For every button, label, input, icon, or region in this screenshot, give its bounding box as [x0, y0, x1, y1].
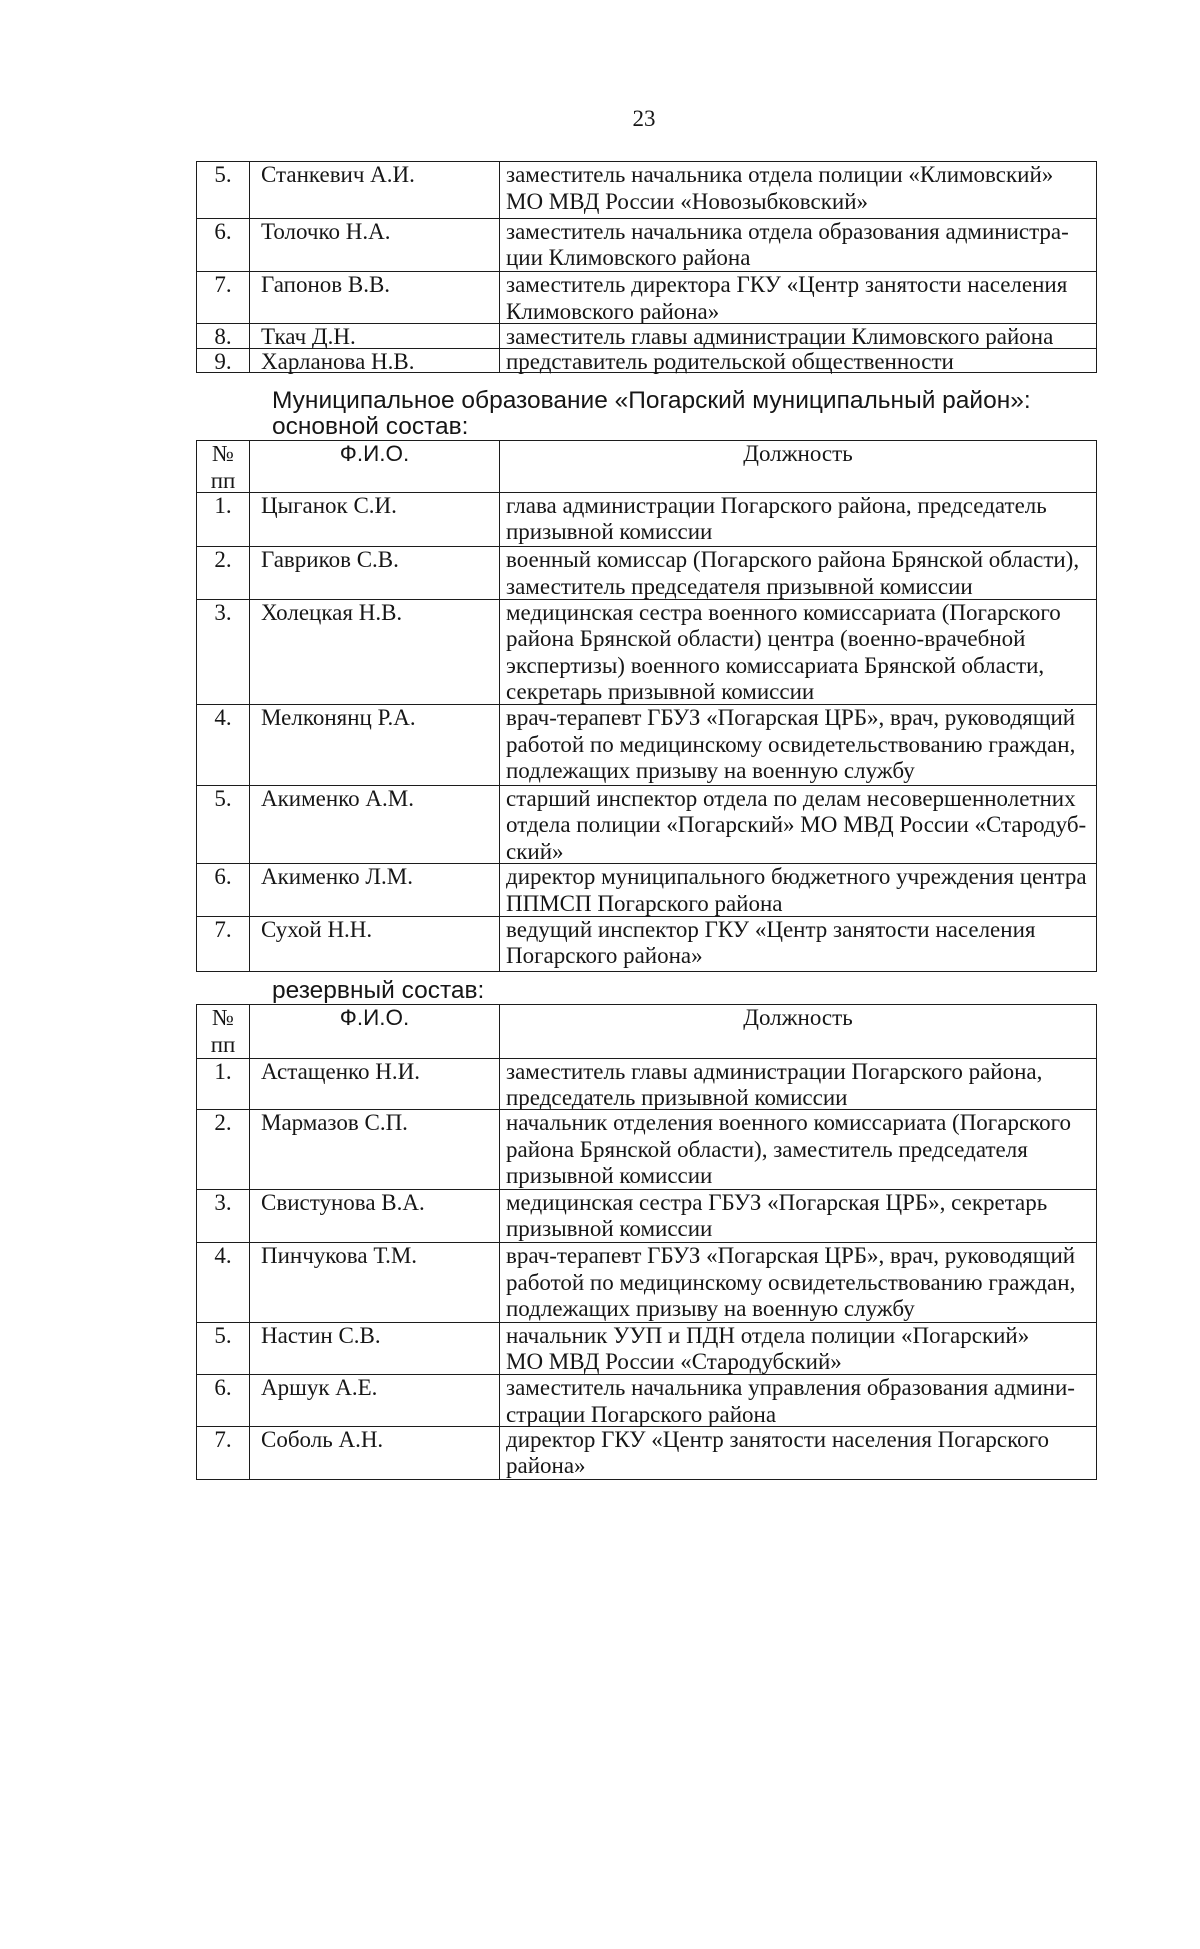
position-text: [500, 1243, 1096, 1322]
position-line: подлежащих призыву на военную службу: [506, 758, 915, 783]
position-line: секретарь призывной комиссии: [506, 679, 815, 704]
position-text: [500, 600, 1096, 705]
person-name: Свистунова В.А.: [261, 1189, 425, 1215]
person-name-cell: [250, 349, 500, 373]
person-name: Гавриков С.В.: [261, 547, 399, 572]
person-name-cell: [250, 323, 500, 349]
position-cell: [500, 547, 1097, 600]
table-row: [197, 1375, 1097, 1427]
position-cell: [500, 599, 1097, 705]
position-line: заместитель главы администрации Погарского района,: [506, 1058, 1043, 1084]
position-line: работой по медицинскому освидетельствованию граждан,: [506, 1269, 1076, 1295]
position-text: [500, 1110, 1096, 1189]
position-cell: [500, 1322, 1097, 1375]
header-number-label: [197, 441, 249, 492]
person-name-cell: [250, 1375, 500, 1427]
person-name-cell: [250, 1110, 500, 1190]
position-line: представитель родительской общественности: [506, 349, 954, 374]
table-row: [197, 492, 1097, 547]
header-name-label: Ф.И.О.: [339, 1005, 410, 1030]
person-name: Харланова Н.В.: [261, 349, 415, 374]
position-line: страции Погарского района: [506, 1401, 777, 1427]
table-row: [197, 547, 1097, 600]
position-line: заместитель начальника отдела полиции «Климовский»: [506, 162, 1054, 187]
row-number-cell: [197, 1189, 250, 1243]
position-cell: [500, 916, 1097, 972]
person-name-cell: [250, 272, 500, 324]
table-row: [197, 785, 1097, 864]
position-line: Погарского района»: [506, 943, 703, 968]
row-number-cell: [197, 1322, 250, 1375]
person-name-cell: [250, 599, 500, 705]
position-text: [500, 219, 1096, 272]
row-number-cell: [197, 323, 250, 349]
position-line: заместитель председателя призывной комиссии: [506, 573, 973, 599]
position-line: медицинская сестра ГБУЗ «Погарская ЦРБ», секретарь: [506, 1189, 1048, 1215]
table-row: [197, 349, 1097, 373]
row-number-cell: [197, 785, 250, 864]
position-line: района Брянской области), заместитель председателя: [506, 1136, 1028, 1162]
position-line: заместитель начальника отдела образования администра-: [506, 218, 1069, 244]
row-number-cell: [197, 1058, 250, 1110]
position-cell: [500, 272, 1097, 324]
header-number-line: пп: [210, 467, 236, 493]
row-number-cell: [197, 705, 250, 786]
person-name: Гапонов В.В.: [261, 272, 391, 297]
person-name-cell: [250, 1189, 500, 1243]
column-header-position: [500, 1005, 1097, 1059]
column-header-position: [500, 441, 1097, 493]
row-number: 1.: [214, 1058, 232, 1084]
position-line: заместитель начальника управления образования админи-: [506, 1375, 1075, 1400]
position-line: района»: [506, 1453, 586, 1478]
position-line: экспертизы) военного комиссариата Брянской области,: [506, 652, 1045, 678]
row-number: 3.: [214, 1189, 232, 1215]
header-position-label: Должность: [743, 1005, 853, 1030]
row-number-cell: [197, 492, 250, 547]
person-name-cell: [250, 785, 500, 864]
person-name: Соболь А.Н.: [261, 1426, 384, 1452]
position-line: ции Климовского района: [506, 245, 751, 270]
position-line: отдела полиции «Погарский» МО МВД России «Стародуб-: [506, 812, 1087, 837]
page-number: 23: [632, 106, 656, 131]
row-number: 4.: [214, 705, 232, 730]
header-number-line: пп: [210, 1031, 236, 1057]
main-composition-label: основной состав:: [272, 413, 469, 440]
person-name-cell: [250, 218, 500, 272]
position-line: призывной комиссии: [506, 519, 713, 544]
row-number-cell: [197, 162, 250, 219]
person-name-cell: [250, 162, 500, 219]
position-line: призывной комиссии: [506, 1163, 713, 1188]
position-line: района Брянской области) центра (военно-врачебной: [506, 626, 1026, 651]
row-number-cell: [197, 349, 250, 373]
header-position-label: Должность: [743, 441, 853, 466]
reserve-composition-table: [196, 1004, 1097, 1480]
row-number: 9.: [214, 349, 232, 374]
row-number: 6.: [214, 1375, 232, 1400]
row-number-cell: [197, 1243, 250, 1323]
row-number-cell: [197, 1110, 250, 1190]
position-line: МО МВД России «Новозыбковский»: [506, 188, 869, 214]
table-header-row: [197, 1005, 1097, 1059]
position-cell: [500, 864, 1097, 917]
person-name: Астащенко Н.И.: [261, 1058, 420, 1084]
position-text: [500, 864, 1096, 916]
person-name-cell: [250, 1426, 500, 1480]
column-header-number: [197, 1005, 250, 1059]
reserve-composition-label: резервный состав:: [272, 977, 485, 1004]
table-row: [197, 705, 1097, 786]
position-line: Климовского района»: [506, 298, 720, 324]
person-name: Станкевич А.И.: [261, 162, 415, 187]
table-row: [197, 916, 1097, 972]
person-name: Акименко А.М.: [261, 785, 414, 811]
position-line: заместитель директора ГКУ «Центр занятости населения: [506, 272, 1068, 297]
header-number-line: №: [212, 441, 234, 466]
position-cell: [500, 1426, 1097, 1480]
position-text: [500, 1190, 1096, 1243]
row-number-cell: [197, 916, 250, 972]
position-text: [500, 493, 1096, 547]
position-text: [500, 1427, 1096, 1480]
table-row: [197, 323, 1097, 349]
person-name: Пинчукова Т.М.: [261, 1243, 418, 1268]
person-name-cell: [250, 864, 500, 917]
position-line: председатель призывной комиссии: [506, 1085, 848, 1110]
row-number-cell: [197, 547, 250, 600]
person-name: Сухой Н.Н.: [261, 916, 373, 942]
table-row: [197, 1058, 1097, 1110]
position-cell: [500, 162, 1097, 219]
position-line: призывной комиссии: [506, 1216, 713, 1241]
person-name: Ткач Д.Н.: [261, 323, 356, 349]
municipality-heading: [272, 388, 1031, 440]
column-header-name: [250, 441, 500, 493]
position-line: военный комиссар (Погарского района Брянской области),: [506, 547, 1080, 572]
person-name-cell: [250, 705, 500, 786]
position-text: [500, 349, 1096, 372]
position-line: медицинская сестра военного комиссариата (Погарского: [506, 599, 1061, 625]
table-row: [197, 1243, 1097, 1323]
position-text: [500, 547, 1096, 599]
person-name-cell: [250, 1243, 500, 1323]
position-text: [500, 162, 1096, 218]
row-number: 3.: [214, 599, 232, 625]
position-line: МО МВД России «Стародубский»: [506, 1349, 842, 1374]
table-row: [197, 162, 1097, 219]
column-header-name: [250, 1005, 500, 1059]
row-number-cell: [197, 599, 250, 705]
position-text: [500, 786, 1096, 864]
person-name-cell: [250, 1322, 500, 1375]
person-name: Холецкая Н.В.: [261, 599, 403, 625]
person-name-cell: [250, 1058, 500, 1110]
position-line: старший инспектор отдела по делам несовершеннолетних: [506, 785, 1076, 811]
position-text: [500, 272, 1096, 323]
position-text: [500, 917, 1096, 972]
person-name: Настин С.В.: [261, 1322, 381, 1348]
row-number-cell: [197, 1426, 250, 1480]
position-line: ППМСП Погарского района: [506, 890, 783, 916]
position-line: начальник отделения военного комиссариата (Погарского: [506, 1110, 1072, 1135]
position-line: начальник УУП и ПДН отдела полиции «Погарский»: [506, 1322, 1030, 1348]
position-cell: [500, 218, 1097, 272]
row-number: 5.: [214, 785, 232, 811]
person-name-cell: [250, 492, 500, 547]
position-text: [500, 1059, 1096, 1110]
row-number: 7.: [214, 272, 232, 297]
position-cell: [500, 705, 1097, 786]
position-text: [500, 1323, 1096, 1375]
header-name-label: Ф.И.О.: [339, 441, 410, 466]
table-row: [197, 1426, 1097, 1480]
row-number: 7.: [214, 1426, 232, 1452]
person-name: Аршук А.Е.: [261, 1375, 378, 1400]
position-line: подлежащих призыву на военную службу: [506, 1296, 915, 1321]
row-number-cell: [197, 1375, 250, 1427]
header-number-line: №: [212, 1005, 234, 1030]
table-row: [197, 272, 1097, 324]
table-row: [197, 599, 1097, 705]
column-header-number: [197, 441, 250, 493]
row-number: 4.: [214, 1243, 232, 1268]
position-line: врач-терапевт ГБУЗ «Погарская ЦРБ», врач, руководящий: [506, 1243, 1076, 1268]
position-line: работой по медицинскому освидетельствованию граждан,: [506, 731, 1076, 757]
table-row: [197, 1110, 1097, 1190]
row-number: 1.: [214, 492, 232, 518]
position-cell: [500, 1110, 1097, 1190]
row-number: 6.: [214, 218, 232, 244]
row-number-cell: [197, 218, 250, 272]
table-row: [197, 1322, 1097, 1375]
row-number: 8.: [214, 323, 232, 349]
person-name: Мармазов С.П.: [261, 1110, 408, 1135]
table-row: [197, 1189, 1097, 1243]
person-name: Мелконянц Р.А.: [261, 705, 416, 730]
person-name-cell: [250, 916, 500, 972]
row-number: 5.: [214, 162, 232, 187]
position-line: глава администрации Погарского района, председатель: [506, 492, 1047, 518]
position-line: ский»: [506, 838, 564, 864]
position-text: [500, 705, 1096, 785]
position-cell: [500, 323, 1097, 349]
position-line: ведущий инспектор ГКУ «Центр занятости населения: [506, 916, 1036, 942]
person-name: Цыганок С.И.: [261, 492, 397, 518]
position-line: директор муниципального бюджетного учреждения центра: [506, 864, 1087, 889]
position-line: заместитель главы администрации Климовского района: [506, 323, 1054, 349]
municipality-title: Муниципальное образование «Погарский муниципальный район»:: [272, 387, 1031, 414]
position-cell: [500, 785, 1097, 864]
person-name: Акименко Л.М.: [261, 864, 413, 889]
row-number-cell: [197, 272, 250, 324]
table-header-row: [197, 441, 1097, 493]
position-cell: [500, 1243, 1097, 1323]
position-text: [500, 324, 1096, 349]
row-number-cell: [197, 864, 250, 917]
row-number: 5.: [214, 1322, 232, 1348]
row-number: 2.: [214, 1110, 232, 1135]
continued-commission-table: [196, 161, 1097, 373]
position-cell: [500, 492, 1097, 547]
row-number: 7.: [214, 916, 232, 942]
position-text: [500, 1375, 1096, 1426]
person-name: Толочко Н.А.: [261, 218, 391, 244]
position-cell: [500, 1058, 1097, 1110]
position-cell: [500, 1375, 1097, 1427]
row-number: 6.: [214, 864, 232, 889]
position-cell: [500, 349, 1097, 373]
table-row: [197, 864, 1097, 917]
position-cell: [500, 1189, 1097, 1243]
header-number-label: [197, 1005, 249, 1058]
position-line: директор ГКУ «Центр занятости населения Погарского: [506, 1426, 1050, 1452]
row-number: 2.: [214, 547, 232, 572]
main-composition-table: [196, 440, 1097, 972]
table-row: [197, 218, 1097, 272]
position-line: врач-терапевт ГБУЗ «Погарская ЦРБ», врач, руководящий: [506, 705, 1076, 730]
person-name-cell: [250, 547, 500, 600]
